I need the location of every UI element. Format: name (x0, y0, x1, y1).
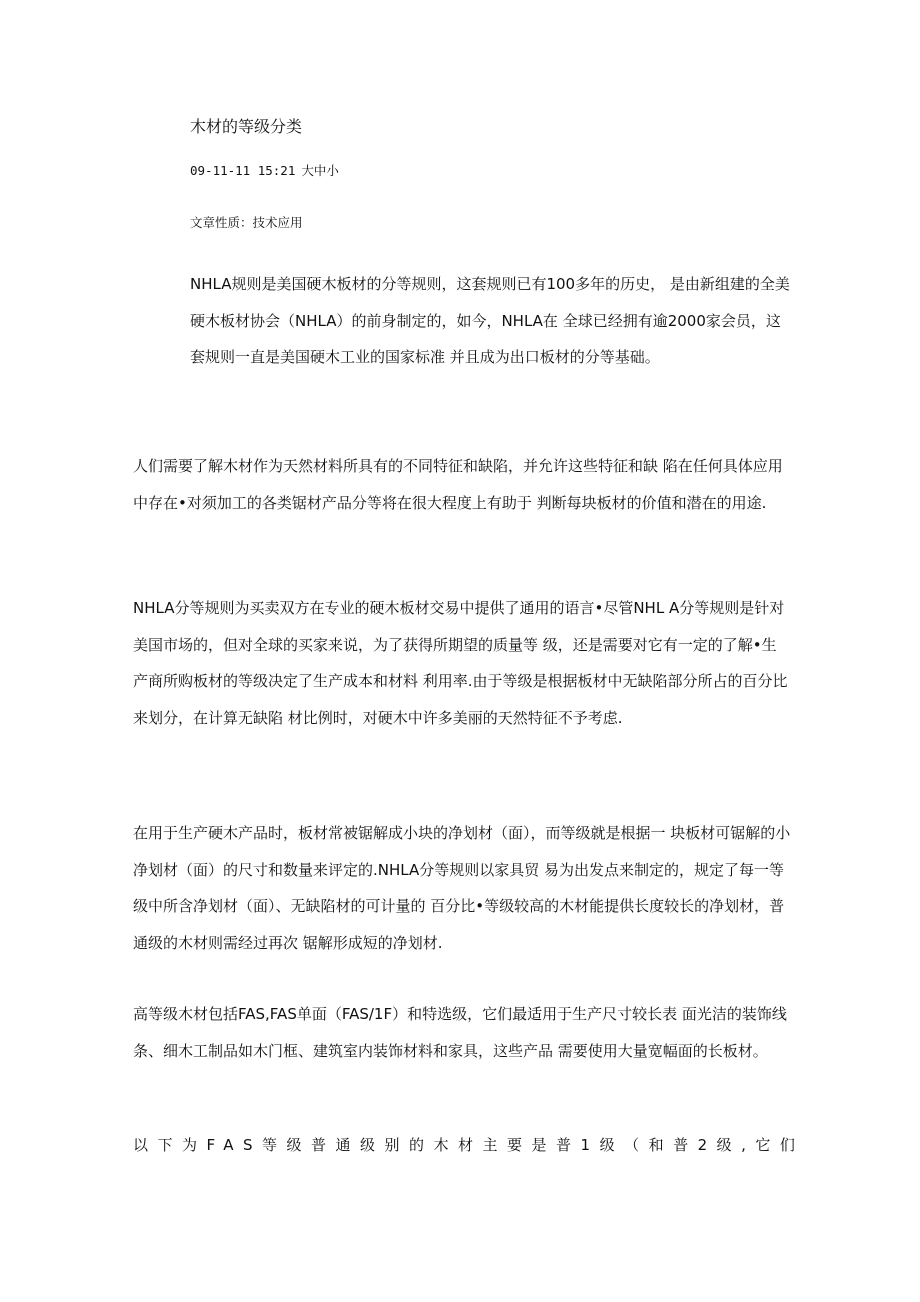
intro-paragraph: NHLA规则是美国硬木板材的分等规则，这套规则已有100多年的历史， 是由新组建的全美硬木板材协会（NHLA）的前身制定的，如今，NHLA在 全球已经拥有逾2000家会员，这套规则一直是美国硬木工业的国家标准 并且成为出口板材的分等基础。 (190, 275, 790, 366)
body-paragraph-3: 在用于生产硬木产品时，板材常被锯解成小块的净划材（面），而等级就是根据一 块板材可锯解的小净划材（面）的尺寸和数量来评定的.NHLA分等规则以家具贸 易为出发点来制定的，规定了每一等级中所含净划材（面）、无缺陷材的可计量的 百分比•等级较高的木材能提供长度较长的净划材，普通级的木材则需经过再次 锯解形成短的净划材. (133, 824, 791, 952)
body-paragraph-4: 高等级木材包括FAS,FAS单面（FAS/1F）和特选级，它们最适用于生产尺寸较长表 面光洁的装饰线条、细木工制品如木门框、建筑室内装饰材料和家具，这些产品 需要使用大量宽幅面的长板材。 (133, 1005, 787, 1060)
font-size-links[interactable]: 大中小 (301, 163, 339, 178)
body-paragraph-1: 人们需要了解木材作为天然材料所具有的不同特征和缺陷，并允许这些特征和缺 陷在任何具体应用中存在•对须加工的各类锯材产品分等将在很大程度上有助于 判断每块板材的价值和潜在的用途. (133, 457, 783, 512)
body-paragraph-2: NHLA分等规则为买卖双方在专业的硬木板材交易中提供了通用的语言•尽管NHL A分等规则是针对美国市场的，但对全球的买家来说，为了获得所期望的质量等 级，还是需要对它有一定的了解•生产商所购板材的等级决定了生产成本和材料 利用率.由于等级是根据板材中无缺陷部分所占的百分比来划分，在计算无缺陷 材比例时，对硬木中许多美丽的天然特征不予考虑. (133, 599, 788, 727)
article-title: 木材的等级分类 (190, 117, 303, 136)
article-meta (190, 161, 339, 181)
article-nature: 文章性质：技术应用 (190, 215, 303, 230)
publish-date: 09-11-11 15:21 (190, 163, 296, 178)
body-paragraph-5: 以下为FAS等级普通级别的木材主要是普1级（和普2级,它们 (133, 1136, 805, 1154)
